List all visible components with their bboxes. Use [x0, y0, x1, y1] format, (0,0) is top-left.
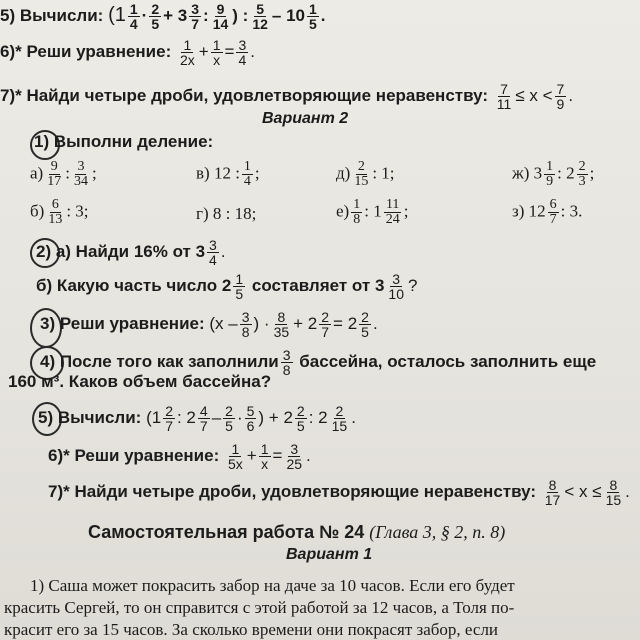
prev-task-7: 7)* Найди четыре дроби, удовлетворяющие неравенству: $\frac{7}{11}$ ≤ x < $\frac{7}{9}$ .: [0, 81, 574, 112]
task-2a: 2) а) Найди 16% от 3 $\frac{3}{4}$ .: [36, 237, 226, 268]
task-1v: в) 12 : $\frac{1}{4}$ ;: [196, 159, 260, 189]
task-4-line2: 160 м³. Каков объем бассейна?: [8, 372, 272, 391]
task-1zh: ж) 3 $\frac{1}{9}$ : 2 $\frac{2}{3}$ ;: [512, 159, 595, 189]
variant-2-title: Вариант 2: [262, 110, 349, 127]
prev-task-5: 5) Вычисли: (1 $\frac{1}{4}$ · $\frac{2}{5}$ + 3 $\frac{3}{7}$ : $\frac{9}{14}$ ) : $\frac{5}{12}$ – 10 $\frac{1}{5}$ .: [0, 1, 326, 32]
sr24-paragraph-line-2: красить Сергей, то он справится с этой работой за 12 часов, а Толя по-: [4, 598, 515, 617]
task-1a: а) $\frac{9}{17}$ : $\frac{3}{34}$ ;: [30, 159, 97, 189]
task-1z: з) 12 $\frac{6}{7}$ : 3.: [512, 197, 583, 227]
task-1g: г) 8 : 18;: [196, 204, 257, 223]
task-5: 5) Вычисли: (1 $\frac{2}{7}$ : 2 $\frac{4}{7}$ – $\frac{2}{5}$ · $\frac{5}{6}$ ) + 2 $\frac{2}{5}$ : 2 $\frac{2}{15}$ .: [38, 403, 356, 434]
section-title: Самостоятельная работа № 24 (Глава 3, § 2, п. 8): [88, 522, 506, 542]
task-1b: б) $\frac{6}{13}$ : 3;: [30, 197, 89, 227]
sr24-paragraph-line-1: 1) Саша может покрасить забор на даче за 10 часов. Если его будет: [30, 576, 515, 595]
task-2b: б) Какую часть число 2 $\frac{1}{5}$ составляет от 3 $\frac{3}{10}$ ?: [36, 271, 418, 302]
task-1-label: 1) Выполни деление:: [34, 132, 214, 151]
task-4-line1: 4) После того как заполнили $\frac{3}{8}$ бассейна, осталось заполнить еще: [40, 347, 597, 378]
task-3: 3) Реши уравнение: (x – $\frac{3}{8}$ ) · $\frac{8}{35}$ + 2 $\frac{2}{7}$ = 2 $\frac{2}{5}$ .: [40, 309, 378, 340]
task-1d: д) $\frac{2}{15}$ : 1;: [336, 159, 395, 189]
prev-task-6: 6)* Реши уравнение: $\frac{1}{2x}$ + $\frac{1}{x}$ = $\frac{3}{4}$ .: [0, 37, 255, 68]
sr24-paragraph-line-3: красит его за 15 часов. За сколько времени они покрасят забор, если: [4, 620, 499, 639]
task-1e: е) $\frac{1}{8}$ : 1 $\frac{11}{24}$ ;: [336, 197, 409, 227]
variant-1-title: Вариант 1: [286, 546, 373, 563]
task-6: 6)* Реши уравнение: $\frac{1}{5x}$ + $\frac{1}{x}$ = $\frac{3}{25}$ .: [48, 441, 311, 472]
task-7: 7)* Найди четыре дроби, удовлетворяющие неравенству: $\frac{8}{17}$ < x ≤ $\frac{8}{15}$ .: [48, 477, 630, 508]
